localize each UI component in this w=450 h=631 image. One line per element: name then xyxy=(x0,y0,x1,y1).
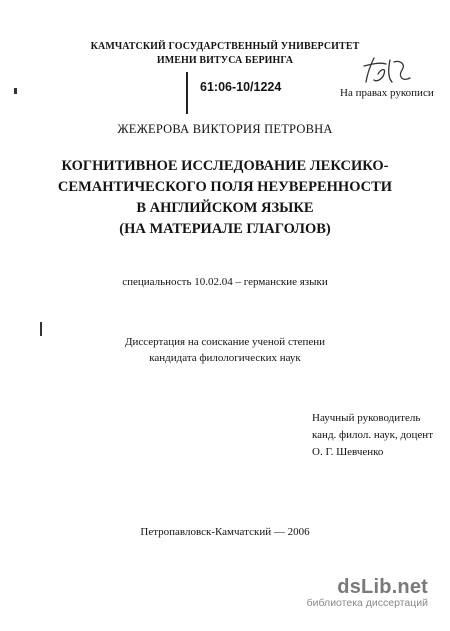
watermark-logo-tld: .net xyxy=(391,576,428,598)
city-year: Петропавловск-Камчатский — 2006 xyxy=(140,526,310,538)
title-line-2: СЕМАНТИЧЕСКОГО ПОЛЯ НЕУВЕРЕННОСТИ xyxy=(57,179,393,195)
watermark-logo-main: dsLib xyxy=(337,576,392,598)
dissertation-note xyxy=(0,334,450,366)
dissertation-line-2: кандидата филологических наук xyxy=(149,352,301,364)
watermark-subtitle: библиотека диссертаций xyxy=(306,597,428,609)
dissertation-title xyxy=(0,156,450,240)
advisor-role: Научный руководитель xyxy=(312,412,421,424)
advisor-degree: канд. филол. наук, доцент xyxy=(312,429,434,441)
signature-icon xyxy=(358,52,418,88)
university-line-2: ИМЕНИ ВИТУСА БЕРИНГА xyxy=(156,55,294,66)
advisor-block xyxy=(312,410,433,461)
rights-note: На правах рукописи xyxy=(340,87,434,99)
title-line-3: В АНГЛИЙСКОМ ЯЗЫКЕ xyxy=(136,200,314,216)
stamp-code: 61:06-10/1224 xyxy=(200,80,282,94)
scan-mark-top xyxy=(14,88,17,94)
title-line-1: КОГНИТИВНОЕ ИССЛЕДОВАНИЕ ЛЕКСИКО- xyxy=(61,158,389,174)
advisor-name: О. Г. Шевченко xyxy=(312,446,384,458)
author-name: ЖЕЖЕРОВА ВИКТОРИЯ ПЕТРОВНА xyxy=(117,122,333,136)
specialty: специальность 10.02.04 – германские языки xyxy=(122,276,328,288)
dissertation-line-1: Диссертация на соискание ученой степени xyxy=(124,336,326,348)
university-line-1: КАМЧАТСКИЙ ГОСУДАРСТВЕННЫЙ УНИВЕРСИТЕТ xyxy=(90,41,360,52)
watermark xyxy=(298,576,428,609)
title-line-4: (НА МАТЕРИАЛЕ ГЛАГОЛОВ) xyxy=(119,221,331,237)
watermark-logo xyxy=(298,576,428,599)
